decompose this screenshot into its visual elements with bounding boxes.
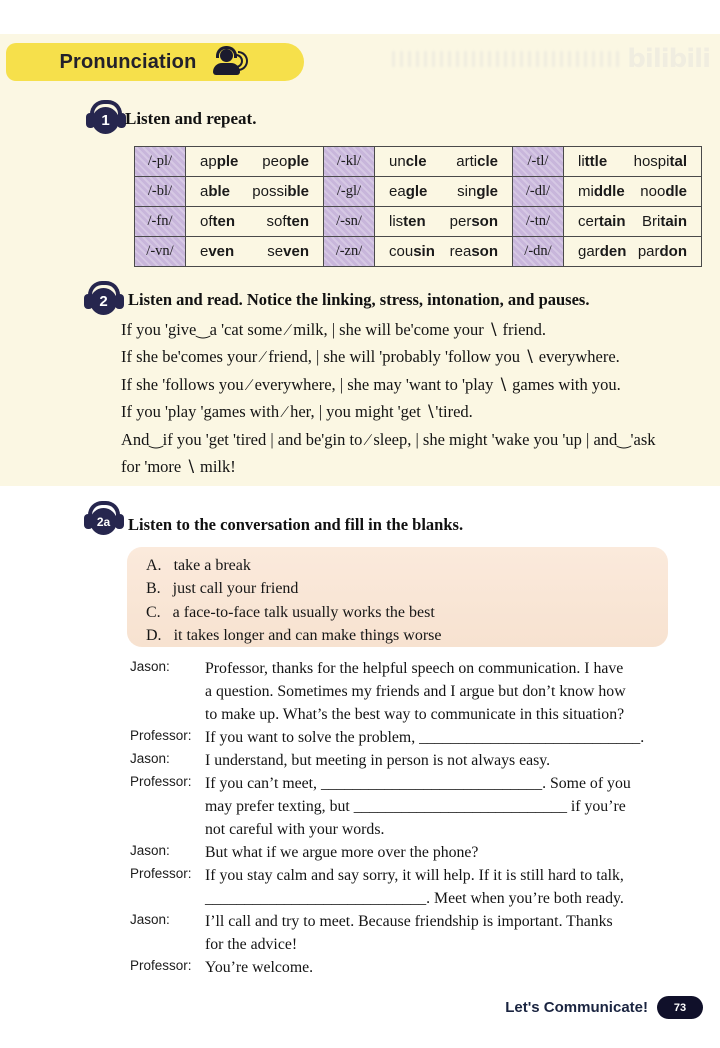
words-cell: often soften <box>186 207 324 237</box>
option-item <box>127 554 668 577</box>
section2-instruction: Listen and read. Notice the linking, stress, intonation, and pauses. <box>128 290 590 309</box>
words-cell: apple people <box>186 147 324 177</box>
section-banner <box>6 43 304 81</box>
phoneme-cell: /-dn/ <box>513 237 564 267</box>
sentence-line: If she 'follows you ∕ everywhere, | she may 'want to 'play ∖ games with you. <box>121 374 621 394</box>
section2-number: 2 <box>90 288 117 315</box>
headset-speaker-icon <box>209 46 251 78</box>
speaker-label: Jason: <box>130 659 170 674</box>
sentence-line: And‿if you 'get 'tired | and be'gin to ∕ sleep, | she might 'wake you 'up | and‿'ask <box>121 429 656 449</box>
phoneme-cell: /-pl/ <box>135 147 186 177</box>
dialogue-turn <box>130 956 695 979</box>
dialogue-line: ____________________________. Meet when you’re both ready. <box>205 890 624 907</box>
words-cell: uncle article <box>375 147 513 177</box>
section2a-instruction: Listen to the conversation and fill in the blanks. <box>128 515 464 534</box>
words-cell: certain Britain <box>564 207 702 237</box>
pronunciation-table <box>134 146 702 267</box>
sentence-line: If you 'play 'games with ∕ her, | you might 'get ∖'tired. <box>121 402 473 422</box>
dialogue-turn <box>130 749 695 772</box>
headphone-number-icon <box>84 501 124 537</box>
phoneme-cell: /-gl/ <box>324 177 375 207</box>
phoneme-cell: /-zn/ <box>324 237 375 267</box>
dialogue-line: a question. Sometimes my friends and I argue but don’t know how <box>205 683 626 700</box>
unit-title: Let's Communicate! <box>505 999 648 1016</box>
words-cell: cousin reason <box>375 237 513 267</box>
dialogue-line: You’re welcome. <box>205 959 314 976</box>
phoneme-cell: /-vn/ <box>135 237 186 267</box>
dialogue-line: But what if we argue more over the phone? <box>205 844 479 861</box>
option-text: just call your friend <box>172 580 299 598</box>
speaker-label: Jason: <box>130 912 170 927</box>
conversation <box>130 657 695 979</box>
dialogue-line: Professor, thanks for the helpful speech on communication. I have <box>205 660 624 677</box>
phoneme-cell: /-kl/ <box>324 147 375 177</box>
options-box <box>127 547 668 647</box>
words-cell: listen person <box>375 207 513 237</box>
dialogue-turn <box>130 841 695 864</box>
table-row <box>135 237 702 267</box>
dialogue-line: not careful with your words. <box>205 821 385 838</box>
phoneme-cell: /-tn/ <box>513 207 564 237</box>
option-text: it takes longer and can make things worse <box>173 626 442 644</box>
option-text: a face-to-face talk usually works the best <box>172 603 435 621</box>
table-row <box>135 147 702 177</box>
phoneme-cell: /-sn/ <box>324 207 375 237</box>
speaker-label: Professor: <box>130 728 192 743</box>
speaker-label: Professor: <box>130 866 192 881</box>
dialogue-turn <box>130 726 695 749</box>
sentence-line: If you 'give‿a 'cat some ∕ milk, | she will be'come your ∖ friend. <box>121 320 547 339</box>
headphone-number-icon <box>84 281 124 317</box>
dialogue-line: may prefer texting, but ___________________________ if you’re <box>205 798 626 815</box>
option-letter: D. <box>146 626 162 644</box>
dialogue-turn <box>130 657 695 726</box>
dialogue-line: to make up. What’s the best way to communicate in this situation? <box>205 706 625 723</box>
speaker-label: Professor: <box>130 958 192 973</box>
dialogue-line: If you stay calm and say sorry, it will help. If it is still hard to talk, <box>205 867 624 884</box>
dialogue-line: If you can’t meet, ____________________________. Some of you <box>205 775 631 792</box>
page-number-badge: 73 <box>657 996 703 1019</box>
sentence-line: for 'more ∖ milk! <box>121 457 236 477</box>
table-row <box>135 207 702 237</box>
speaker-label: Professor: <box>130 774 192 789</box>
speaker-label: Jason: <box>130 751 170 766</box>
phoneme-cell: /-dl/ <box>513 177 564 207</box>
dialogue-line: If you want to solve the problem, ____________________________. <box>205 729 645 746</box>
bilibili-logo: bilibili <box>627 44 710 74</box>
banner-title: Pronunciation <box>59 50 197 73</box>
option-item <box>127 601 668 624</box>
option-item <box>127 577 668 600</box>
words-cell: little hospital <box>564 147 702 177</box>
words-cell: middle noodle <box>564 177 702 207</box>
option-letter: B. <box>146 580 161 598</box>
option-item <box>127 624 668 647</box>
option-letter: C. <box>146 603 161 621</box>
option-letter: A. <box>146 557 162 574</box>
page-footer <box>505 996 703 1019</box>
dialogue-turn <box>130 910 695 956</box>
words-cell: garden pardon <box>564 237 702 267</box>
phoneme-cell: /-fn/ <box>135 207 186 237</box>
dialogue-line: for the advice! <box>205 936 298 953</box>
sentence-line: If she be'comes your ∕ friend, | she will 'probably 'follow you ∖ everywhere. <box>121 347 620 367</box>
speaker-label: Jason: <box>130 843 170 858</box>
section1-number: 1 <box>92 107 119 134</box>
words-cell: able possible <box>186 177 324 207</box>
section1-instruction: Listen and repeat. <box>125 109 257 128</box>
dialogue-turn <box>130 772 695 841</box>
section2a-number: 2a <box>90 508 117 535</box>
table-row <box>135 177 702 207</box>
words-cell: eagle single <box>375 177 513 207</box>
words-cell: even seven <box>186 237 324 267</box>
dialogue-turn <box>130 864 695 910</box>
phoneme-cell: /-bl/ <box>135 177 186 207</box>
option-text: take a break <box>173 557 251 574</box>
phoneme-cell: /-tl/ <box>513 147 564 177</box>
dialogue-line: I understand, but meeting in person is not always easy. <box>205 752 551 769</box>
intonation-sentences <box>121 316 696 480</box>
dialogue-line: I’ll call and try to meet. Because friendship is important. Thanks <box>205 913 613 930</box>
headphone-number-icon <box>86 100 126 136</box>
